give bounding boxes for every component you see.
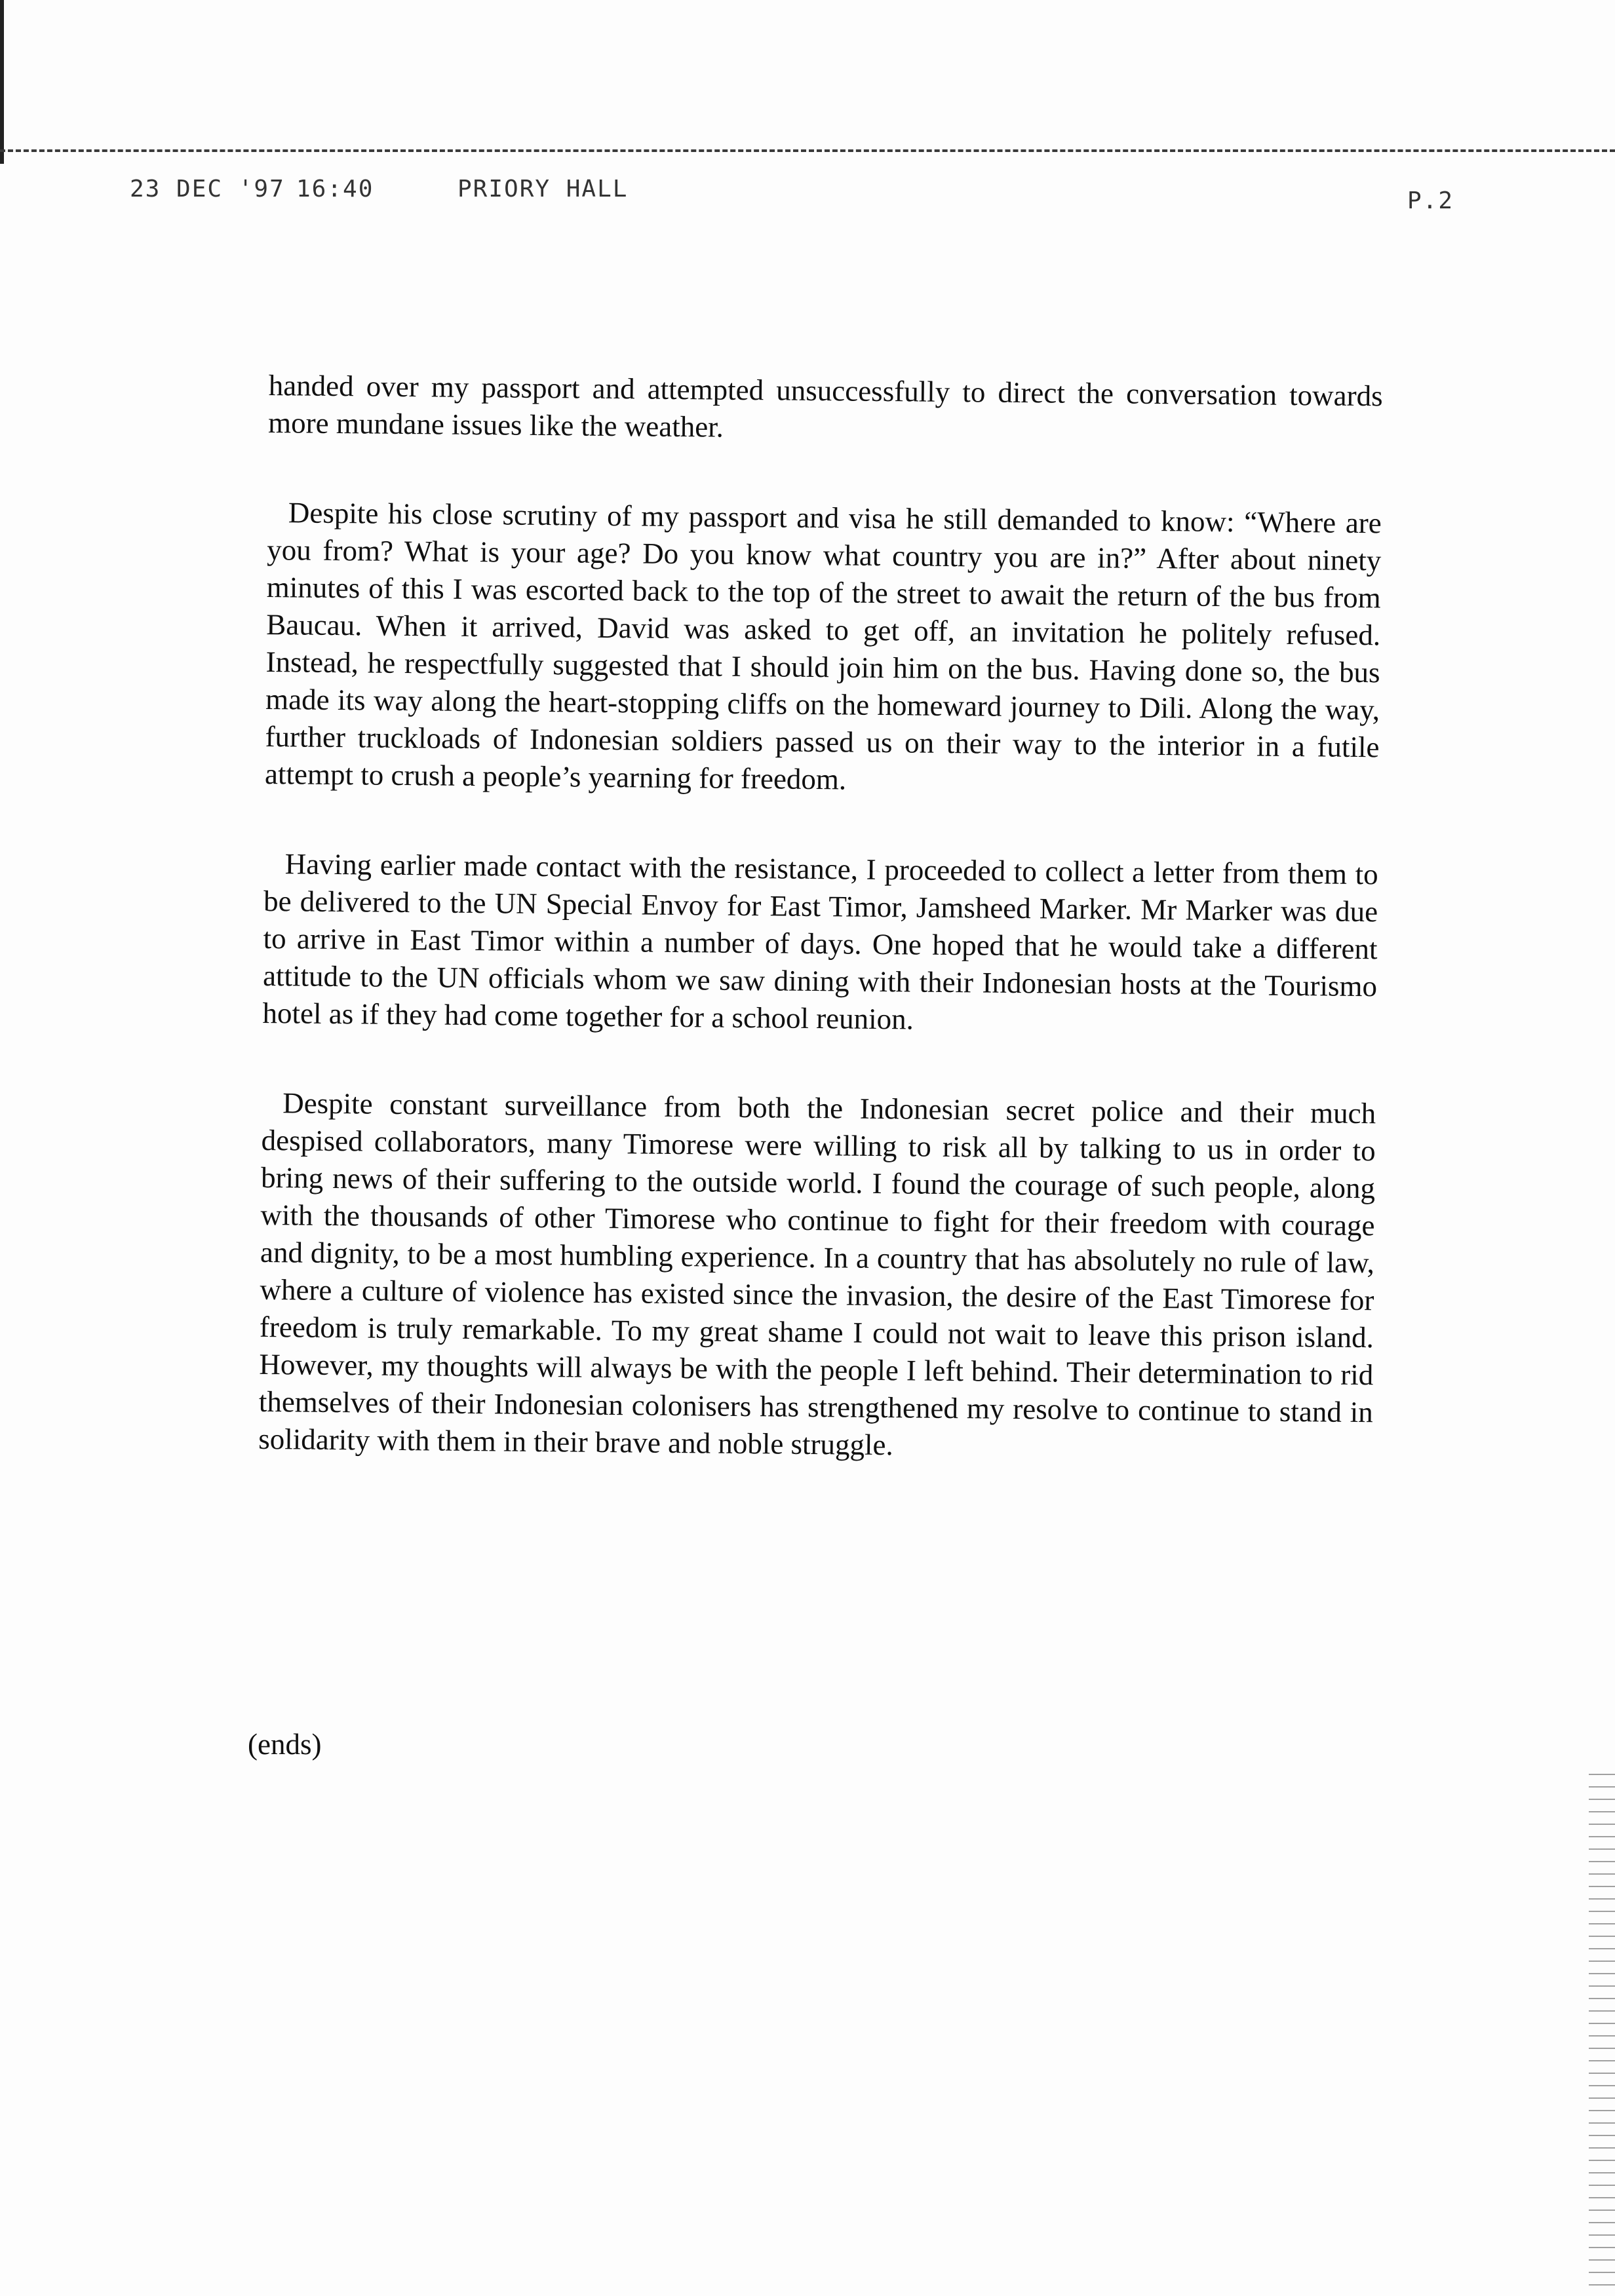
fax-dashed-rule	[0, 149, 1615, 152]
fax-sender: PRIORY HALL	[457, 176, 629, 202]
ends-marker: (ends)	[248, 1728, 322, 1761]
fax-page-number: P.2	[1407, 187, 1454, 214]
fax-date: 23 DEC '97	[130, 176, 285, 202]
paragraph-scrutiny: Despite his close scrutiny of my passport and visa he still demanded to know: “Where are you from? What is your age? Do you know what country you are in?” After about ninety minutes of this I was escorted back to the top of the street to await the return of the bus from Baucau. When it arrived, David was asked to get off, an invitation he politely refused. Instead, he respectfully suggested that I should join him on the bus. Having done so, the bus made its way along the heart-stopping cliffs on the homeward journey to Dili. Along the way, further truckloads of Indonesian soldiers passed us on their way to the interior in a futile attempt to crush a people’s yearning for freedom.	[264, 496, 1382, 796]
letter-body	[258, 367, 1383, 1521]
paragraph-surveillance: Despite constant surveillance from both the Indonesian secret police and their much despised collaborators, many Timorese were willing to risk all by talking to us in order to bring news of their suffering to the outside world. I found the courage of such people, along with the thousands of other Timorese who continue to fight for their freedom with courage and dignity, to be a most humbling experience. In a country that has absolutely no rule of law, where a culture of violence has existed since the invasion, the desire of the East Timorese for freedom is truly remarkable. To my great shame I could not wait to leave this prison island. However, my thoughts will always be with the people I left behind. Their determination to rid themselves of their Indonesian colonisers has strengthened my resolve to continue to stand in solidarity with them in their brave and noble struggle.	[258, 1086, 1376, 1462]
fax-time: 16:40	[296, 176, 374, 202]
fax-speckle-artifact	[1589, 1769, 1615, 2293]
paragraph-resistance: Having earlier made contact with the resistance, I proceeded to collect a letter from them to be delivered to the UN Special Envoy for East Timor, Jamsheed Marker. Mr Marker was due to arrive in East Timor within a number of days. One hoped that he would take a different attitude to the UN officials whom we saw dining with their Indonesian hosts at the Tourismo hotel as if they had come together for a school reunion.	[262, 847, 1378, 1036]
paragraph-continuation: handed over my passport and attempted unsuccessfully to direct the conversation towards more mundane issues like the weather.	[267, 368, 1383, 444]
fax-edge-artifact	[0, 0, 4, 164]
fax-header	[130, 176, 1454, 215]
